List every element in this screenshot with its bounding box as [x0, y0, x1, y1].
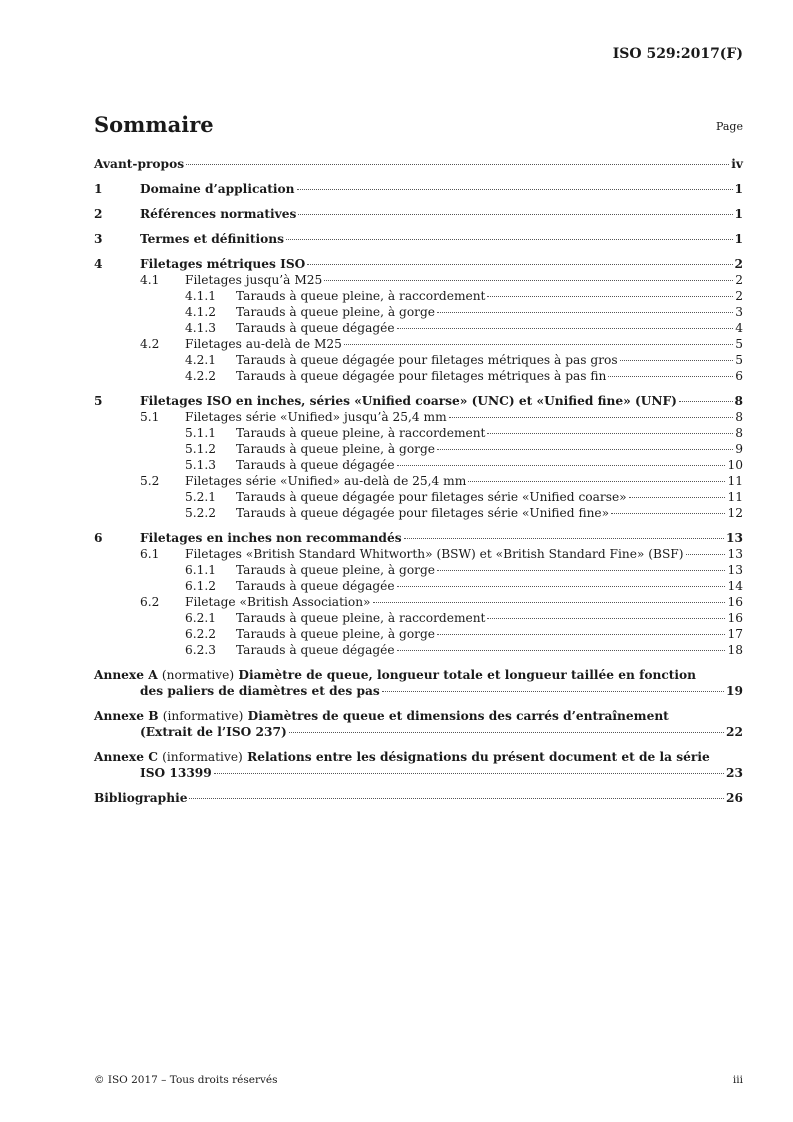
- toc-entry-6[interactable]: 6 Filetages en inches non recommandés 13: [94, 531, 743, 545]
- toc-entry-6-2[interactable]: 6.2 Filetage «British Association» 16: [140, 595, 743, 609]
- toc-entry-6-1[interactable]: 6.1 Filetages «British Standard Whitworth» (BSW) et «British Standard Fine» (BSF) 13: [140, 547, 743, 561]
- toc-entry-6-2-1[interactable]: 6.2.1 Tarauds à queue pleine, à raccordement 16: [185, 611, 743, 625]
- toc-entry-4-1-1[interactable]: 4.1.1 Tarauds à queue pleine, à raccordement 2: [185, 289, 743, 303]
- page-column-label: Page: [715, 120, 743, 133]
- toc-title: Sommaire: [94, 112, 214, 137]
- toc-entry-5-1-1[interactable]: 5.1.1 Tarauds à queue pleine, à raccordement 8: [185, 426, 743, 440]
- toc-entry-1[interactable]: 1 Domaine d’application 1: [94, 182, 743, 196]
- toc-entry-5-2-1[interactable]: 5.2.1 Tarauds à queue dégagée pour filetages série «Unified coarse» 11: [185, 490, 743, 504]
- toc-entry-5[interactable]: 5 Filetages ISO en inches, séries «Unified coarse» (UNC) et «Unified fine» (UNF) 8: [94, 394, 743, 408]
- toc-entry-6-1-1[interactable]: 6.1.1 Tarauds à queue pleine, à gorge 13: [185, 563, 743, 577]
- toc-annex-a[interactable]: Annexe A (normative) Diamètre de queue, longueur totale et longueur taillée en fonction des paliers de diamètres et des pas 19: [94, 668, 743, 698]
- toc-entry-2[interactable]: 2 Références normatives 1: [94, 207, 743, 221]
- footer-page-number: iii: [732, 1074, 743, 1086]
- toc-annex-b[interactable]: Annexe B (informative) Diamètres de queue et dimensions des carrés d’entraînement (Extrait de l’ISO 237) 22: [94, 709, 743, 739]
- toc-entry-5-1-2[interactable]: 5.1.2 Tarauds à queue pleine, à gorge 9: [185, 442, 743, 456]
- toc-entry-3[interactable]: 3 Termes et définitions 1: [94, 232, 743, 246]
- toc-entry-4-2-1[interactable]: 4.2.1 Tarauds à queue dégagée pour filetages métriques à pas gros 5: [185, 353, 743, 367]
- toc-entry-5-1[interactable]: 5.1 Filetages série «Unified» jusqu’à 25,4 mm 8: [140, 410, 743, 424]
- toc-entry-4-1[interactable]: 4.1 Filetages jusqu’à M25 2: [140, 273, 743, 287]
- toc-entry-6-2-3[interactable]: 6.2.3 Tarauds à queue dégagée 18: [185, 643, 743, 657]
- toc-entry-bibliography[interactable]: Bibliographie 26: [94, 791, 743, 805]
- toc-entry-5-2[interactable]: 5.2 Filetages série «Unified» au-delà de 25,4 mm 11: [140, 474, 743, 488]
- table-of-contents: [94, 157, 743, 807]
- toc-entry-4-1-2[interactable]: 4.1.2 Tarauds à queue pleine, à gorge 3: [185, 305, 743, 319]
- toc-entry-5-2-2[interactable]: 5.2.2 Tarauds à queue dégagée pour filetages série «Unified fine» 12: [185, 506, 743, 520]
- toc-entry-4-1-3[interactable]: 4.1.3 Tarauds à queue dégagée 4: [185, 321, 743, 335]
- toc-entry-4-2[interactable]: 4.2 Filetages au-delà de M25 5: [140, 337, 743, 351]
- document-id: ISO 529:2017(F): [612, 46, 743, 62]
- toc-entry-6-2-2[interactable]: 6.2.2 Tarauds à queue pleine, à gorge 17: [185, 627, 743, 641]
- toc-entry-foreword[interactable]: Avant-propos iv: [94, 157, 743, 171]
- footer-copyright: © ISO 2017 – Tous droits réservés: [94, 1074, 278, 1086]
- toc-entry-4[interactable]: 4 Filetages métriques ISO 2: [94, 257, 743, 271]
- toc-annex-c[interactable]: Annexe C (informative) Relations entre les désignations du présent document et de la série ISO 13399 23: [94, 750, 743, 780]
- toc-entry-6-1-2[interactable]: 6.1.2 Tarauds à queue dégagée 14: [185, 579, 743, 593]
- toc-entry-4-2-2[interactable]: 4.2.2 Tarauds à queue dégagée pour filetages métriques à pas fin 6: [185, 369, 743, 383]
- toc-entry-5-1-3[interactable]: 5.1.3 Tarauds à queue dégagée 10: [185, 458, 743, 472]
